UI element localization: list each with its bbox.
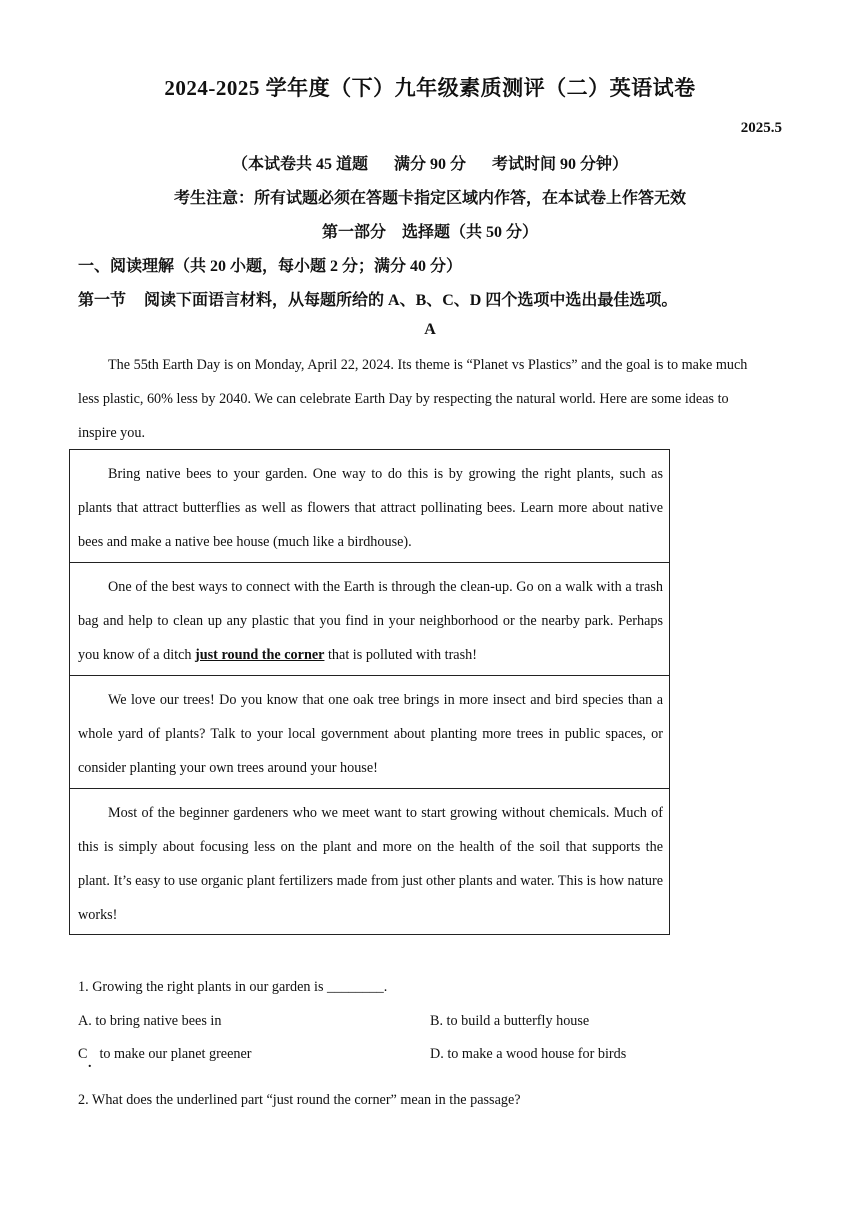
exam-info bbox=[0, 151, 860, 174]
tip-box-trees: We love our trees! Do you know that one oak tree brings in more insect and bird species than a whole yard of plants? Talk to your local government about planting more trees in public spaces, or consider planting your own trees around your house! bbox=[70, 676, 669, 789]
exam-notice: 考生注意：所有试题必须在答题卡指定区域内作答，在本试卷上作答无效 bbox=[173, 190, 686, 207]
exam-info-time: 考试时间 90 分钟） bbox=[492, 156, 629, 173]
question-1-stem: 1. Growing the right plants in our garden is ________. bbox=[78, 979, 388, 995]
question-1-option-d: D. to make a wood house for birds bbox=[430, 1046, 627, 1062]
underlined-phrase: just round the corner bbox=[195, 647, 325, 663]
exam-date: 2025.5 bbox=[740, 120, 782, 136]
tip-cleanup-text-2: that is polluted with trash! bbox=[324, 647, 477, 663]
part-one-heading: 第一部分 选择题（共 50 分） bbox=[321, 224, 538, 241]
option-c-letter: C bbox=[78, 1046, 88, 1062]
subsection-label: 第一节 bbox=[78, 292, 127, 309]
question-1-option-a: A. to bring native bees in bbox=[78, 1013, 222, 1029]
option-c-text: to make our planet greener bbox=[99, 1046, 252, 1062]
question-1-option-b: B. to build a butterfly house bbox=[430, 1013, 590, 1029]
tip-box-cleanup bbox=[70, 563, 669, 676]
option-c-dot: . bbox=[88, 1056, 92, 1071]
question-2-stem: 2. What does the underlined part “just round the corner” mean in the passage? bbox=[78, 1092, 521, 1108]
passage-label: A bbox=[424, 321, 436, 338]
tip-box-bees: Bring native bees to your garden. One way to do this is by growing the right plants, such as plants that attract butterflies as well as flowers that attract pollinating bees. Learn more about native bees and make a native bee house (much like a birdhouse). bbox=[70, 450, 669, 563]
tips-table bbox=[69, 449, 670, 935]
tip-box-soil: Most of the beginner gardeners who we meet want to start growing without chemicals. Much of this is simply about focusing less on the plant and more on the health of the soil that supports the plant. It’s easy to use organic plant fertilizers made from just other plants and water. This is how nature works! bbox=[78, 805, 663, 923]
section-heading: 一、阅读理解（共 20 小题，每小题 2 分；满分 40 分） bbox=[78, 258, 463, 275]
exam-info-score: 满分 90 分 bbox=[393, 156, 466, 173]
tip-cleanup-text-1: One of the best ways to connect with the Earth is through the clean-up. Go on a walk with a trash bag and help to clean up any plastic that you find in your neighborhood or the nearby park. Perhaps you know of a ditch bbox=[78, 579, 663, 663]
exam-title: 2024-2025 学年度（下）九年级素质测评（二）英语试卷 bbox=[164, 76, 696, 100]
question-1-option-c bbox=[78, 1046, 252, 1063]
passage-intro: The 55th Earth Day is on Monday, April 22, 2024. Its theme is “Planet vs Plastics” and the goal is to make much less plastic, 60% less by 2040. We can celebrate Earth Day by respecting the natural world. Here are some ideas to inspire you. bbox=[78, 357, 748, 441]
subsection-instruction bbox=[78, 287, 677, 310]
exam-info-questions: （本试卷共 45 道题 bbox=[231, 156, 368, 173]
subsection-text: 阅读下面语言材料，从每题所给的 A、B、C、D 四个选项中选出最佳选项。 bbox=[144, 292, 678, 309]
